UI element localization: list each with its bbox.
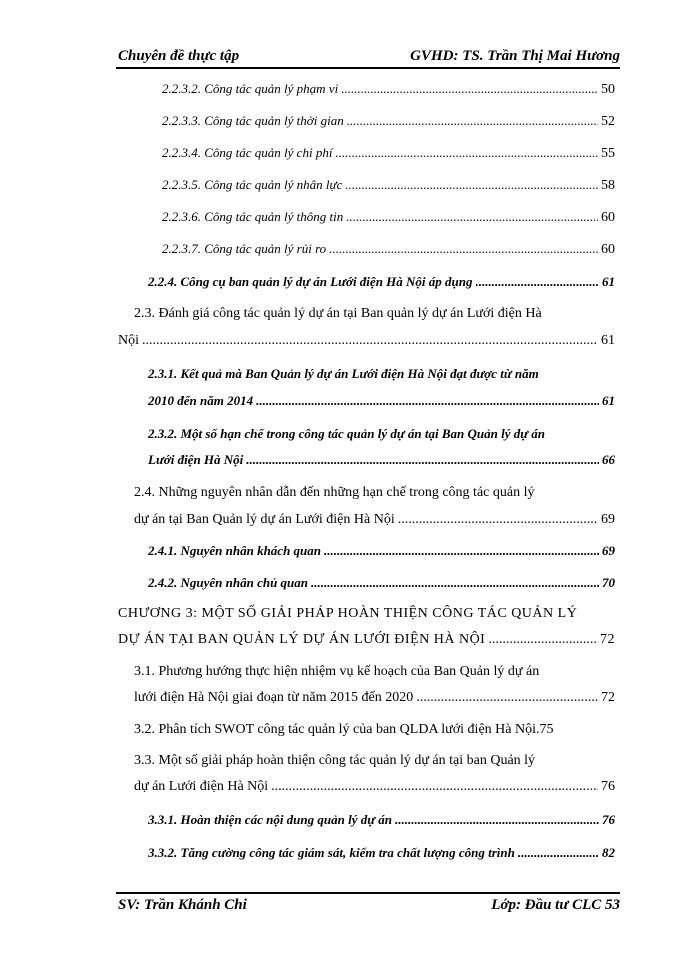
leader-dots: [324, 543, 599, 559]
header-left: Chuyên đề thực tập: [118, 48, 240, 64]
leader-dots: [346, 209, 598, 225]
toc-entry[interactable]: 2.2.3.3. Công tác quản lý thời gian ..... 52: [162, 113, 615, 130]
toc-entry-line1[interactable]: 2.3.2. Một số hạn chế trong công tác quản lý dự án tại Ban Quản lý dự án: [148, 426, 545, 441]
leader-dots: [345, 177, 598, 193]
toc-entry[interactable]: 2.2.4. Công cụ ban quản lý dự án Lưới điện Hà Nội áp dụng ..... 61: [148, 274, 615, 290]
toc-chapter-line1[interactable]: CHƯƠNG 3: MỘT SỐ GIẢI PHÁP HOÀN THIỆN CÔNG TÁC QUẢN LÝ: [118, 606, 578, 621]
footer-left: SV: Trần Khánh Chi: [118, 897, 247, 913]
toc-entry-line1[interactable]: 3.3. Một số giải pháp hoàn thiện công tác quản lý dự án tại ban Quản lý: [134, 753, 536, 768]
header-right: GVHD: TS. Trần Thị Mai Hương: [410, 48, 620, 64]
header-rule: [116, 67, 620, 69]
toc-entry-line1[interactable]: 3.1. Phương hướng thực hiện nhiệm vụ kế hoạch của Ban Quản lý dự án: [134, 664, 540, 679]
toc-entry[interactable]: Nội ..... 61: [118, 333, 615, 349]
toc-entry[interactable]: dự án tại Ban Quản lý dự án Lưới điện Hà Nội ..... 69: [134, 512, 615, 528]
toc-entry[interactable]: 3.3.1. Hoàn thiện các nội dung quản lý dự án ..... 76: [148, 812, 615, 828]
leader-dots: [335, 145, 598, 161]
leader-dots: [246, 452, 599, 468]
toc-entry[interactable]: 2.2.3.6. Công tác quản lý thông tin ..... 60: [162, 209, 615, 226]
footer-rule: [116, 892, 620, 894]
toc-entry[interactable]: 2.2.3.2. Công tác quản lý phạm vi ..... 50: [162, 81, 615, 98]
leader-dots: [395, 812, 599, 828]
toc-entry[interactable]: 3.3.2. Tăng cường công tác giám sát, kiểm tra chất lượng công trình ..... 82: [148, 845, 615, 861]
toc-entry[interactable]: 2.2.3.5. Công tác quản lý nhân lực ..... 58: [162, 177, 615, 194]
toc-chapter[interactable]: DỰ ÁN TẠI BAN QUẢN LÝ DỰ ÁN LƯỚI ĐIỆN HÀ NỘI ..... 72: [118, 632, 615, 648]
leader-dots: [142, 333, 598, 349]
leader-dots: [518, 845, 599, 861]
footer-right: Lớp: Đầu tư CLC 53: [491, 897, 620, 913]
toc-entry[interactable]: lưới điện Hà Nội giai đoạn từ năm 2015 đến 2020 ..... 72: [134, 690, 615, 706]
toc-entry-line1[interactable]: 2.3. Đánh giá công tác quản lý dự án tại Ban quản lý dự án Lưới điện Hà: [134, 306, 542, 321]
leader-dots: [416, 690, 598, 706]
toc-entry[interactable]: 2.2.3.4. Công tác quản lý chi phí ..... 55: [162, 145, 615, 162]
leader-dots: [311, 575, 599, 591]
leader-dots: [329, 241, 598, 257]
toc-entry-line1[interactable]: 2.3.1. Kết quả mà Ban Quản lý dự án Lưới điện Hà Nội đạt được từ năm: [148, 366, 539, 381]
toc-entry[interactable]: dự án Lưới điện Hà Nội ..... 76: [134, 779, 615, 795]
leader-dots: [256, 393, 599, 409]
leader-dots: [476, 274, 600, 290]
toc-entry[interactable]: 3.2. Phân tích SWOT công tác quản lý của ban QLDA lưới điện Hà Nội.75: [134, 722, 554, 737]
toc-entry[interactable]: Lưới điện Hà Nội ..... 66: [148, 452, 615, 468]
leader-dots: [271, 779, 598, 795]
leader-dots: [347, 113, 598, 129]
toc-entry[interactable]: 2.4.1. Nguyên nhân khách quan ..... 69: [148, 543, 615, 559]
leader-dots: [341, 81, 598, 97]
leader-dots: [488, 632, 597, 648]
leader-dots: [398, 512, 598, 528]
toc-entry-line1[interactable]: 2.4. Những nguyên nhân dẫn đến những hạn chế trong công tác quản lý: [134, 485, 535, 500]
toc-entry[interactable]: 2.2.3.7. Công tác quản lý rủi ro ..... 60: [162, 241, 615, 258]
toc-entry[interactable]: 2.4.2. Nguyên nhân chủ quan ..... 70: [148, 575, 615, 591]
toc-entry[interactable]: 2010 đến năm 2014 ..... 61: [148, 393, 615, 409]
